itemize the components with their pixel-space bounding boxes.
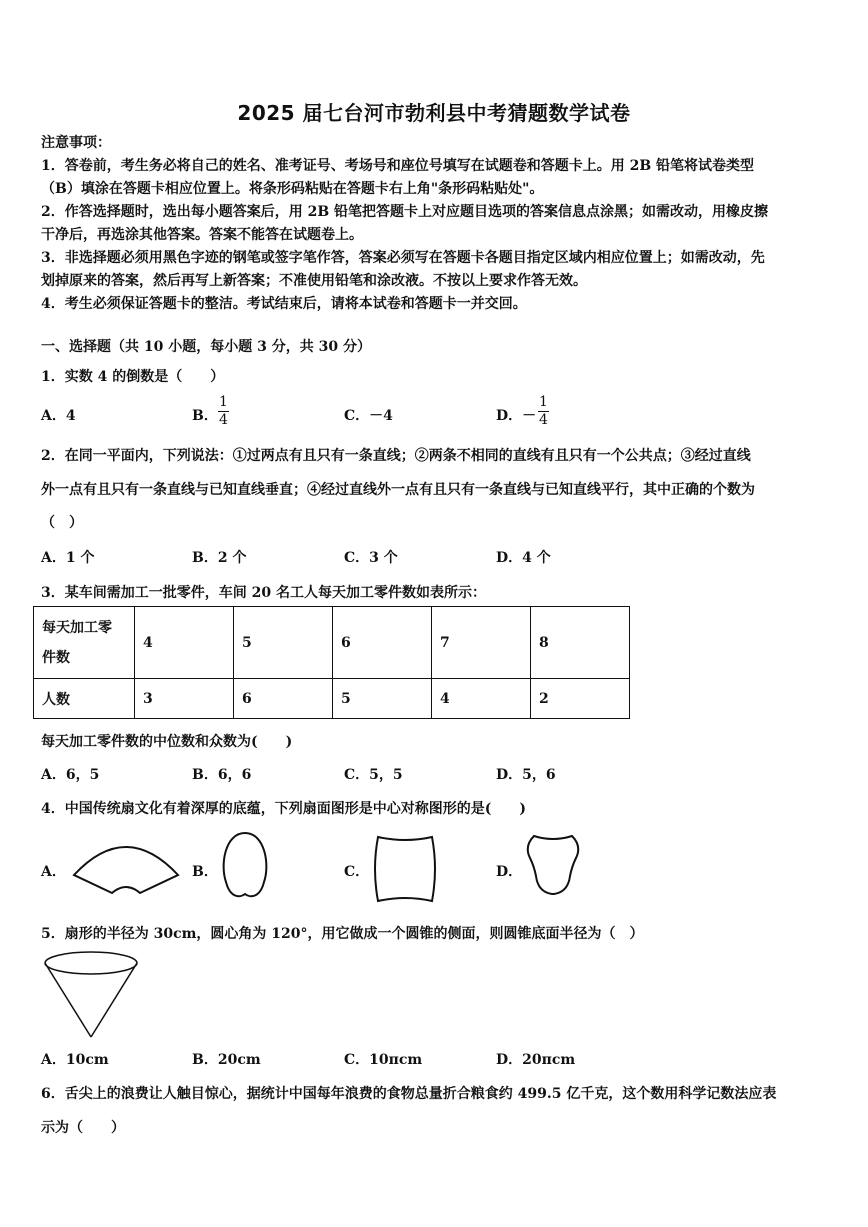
table-cell: 4	[432, 679, 531, 719]
page-title: 2025 届七台河市勃利县中考猜题数学试卷	[237, 101, 631, 125]
fan-petal-figure	[524, 832, 582, 898]
fan-sector-figure	[68, 833, 184, 895]
fraction-denominator: 4	[539, 412, 548, 428]
q2-option-a: A．1 个	[41, 550, 95, 566]
table-header-cell: 人数	[34, 679, 135, 719]
table-cell: 7	[432, 607, 531, 679]
q3-option-b: B．6，6	[192, 767, 252, 783]
table-header-cell	[34, 607, 135, 679]
q2-option-b: B．2 个	[192, 550, 247, 566]
q2-line: 2．在同一平面内，下列说法：①过两点有且只有一条直线；②两条不相同的直线有且只有一个公共点；③经过直线	[41, 448, 751, 464]
q5-stem: 5．扇形的半径为 30cm，圆心角为 120°，用它做成一个圆锥的侧面，则圆锥底面半径为（ ）	[41, 926, 644, 942]
notice-line: 4．考生必须保证答题卡的整洁。考试结束后，请将本试卷和答题卡一并交回。	[41, 296, 527, 312]
q1-option-d-label: D．－	[496, 408, 537, 424]
table-row	[34, 607, 630, 679]
q4-option-b: B．	[192, 864, 218, 880]
q3-question: 每天加工零件数的中位数和众数为( )	[41, 734, 293, 750]
q6-line: 6．舌尖上的浪费让人触目惊心，据统计中国每年浪费的食物总量折合粮食约 499.5 亿千克，这个数用科学记数法应表	[41, 1086, 777, 1102]
notice-heading: 注意事项：	[41, 135, 111, 151]
q2-option-c: C．3 个	[344, 550, 398, 566]
q1-option-a: A．4	[41, 408, 76, 424]
q4-option-d: D．	[496, 864, 523, 880]
q3-option-d: D．5，6	[496, 767, 556, 783]
table-cell: 4	[135, 607, 234, 679]
table-row	[34, 679, 630, 719]
q6-line: 示为（ ）	[41, 1120, 125, 1136]
notice-line: 2．作答选择题时，选出每小题答案后，用 2B 铅笔把答题卡上对应题目选项的答案信息点涂黑；如需改动，用橡皮擦	[41, 204, 769, 220]
table-cell: 6	[234, 679, 333, 719]
q1-option-c: C．－4	[344, 408, 393, 424]
q2-line: （ ）	[41, 515, 83, 531]
fraction-denominator: 4	[219, 412, 228, 428]
table-cell: 3	[135, 679, 234, 719]
q1-option-d-fraction	[538, 394, 549, 429]
q2-option-d: D．4 个	[496, 550, 551, 566]
q5-option-a: A．10cm	[41, 1052, 109, 1068]
q3-option-c: C．5，5	[344, 767, 403, 783]
q5-option-d: D．20πcm	[496, 1052, 576, 1068]
q1-option-b-label: B．	[192, 408, 218, 424]
notice-line: 干净后，再选涂其他答案。答案不能答在试题卷上。	[41, 227, 363, 243]
q3-stem: 3．某车间需加工一批零件，车间 20 名工人每天加工零件数如表所示：	[41, 585, 486, 601]
table-cell: 6	[333, 607, 432, 679]
table-cell: 5	[234, 607, 333, 679]
q5-option-c: C．10πcm	[344, 1052, 423, 1068]
table-header-line: 每天加工零	[42, 619, 112, 636]
data-table	[33, 606, 630, 719]
q1-stem: 1．实数 4 的倒数是（ ）	[41, 369, 225, 385]
q3-option-a: A．6，5	[41, 767, 100, 783]
q5-option-b: B．20cm	[192, 1052, 261, 1068]
notice-line: 划掉原来的答案，然后再写上新答案；不准使用铅笔和涂改液。不按以上要求作答无效。	[41, 273, 587, 289]
table-header-line: 件数	[42, 649, 70, 666]
q4-option-a: A．	[41, 864, 66, 880]
fraction-numerator: 1	[219, 394, 228, 410]
fan-round-figure	[220, 830, 270, 902]
table-cell: 8	[531, 607, 630, 679]
fraction-numerator: 1	[539, 394, 548, 410]
table-cell: 2	[531, 679, 630, 719]
table-cell: 5	[333, 679, 432, 719]
notice-line: 3．非选择题必须用黑色字迹的钢笔或签字笔作答，答案必须写在答题卡各题目指定区域内相应位置上；如需改动，先	[41, 250, 765, 266]
cone-figure	[42, 949, 140, 1041]
notice-line: 1．答卷前，考生务必将自己的姓名、准考证号、考场号和座位号填写在试题卷和答题卡上。用 2B 铅笔将试卷类型	[41, 158, 755, 174]
q2-line: 外一点有且只有一条直线与已知直线垂直；④经过直线外一点有且只有一条直线与已知直线平行，其中正确的个数为	[41, 482, 755, 498]
q1-option-b-fraction	[218, 394, 229, 429]
fan-square-figure	[372, 833, 438, 905]
section-heading: 一、选择题（共 10 小题，每小题 3 分，共 30 分）	[41, 339, 371, 355]
q4-option-c: C．	[344, 864, 370, 880]
q4-stem: 4．中国传统扇文化有着深厚的底蕴，下列扇面图形是中心对称图形的是( )	[41, 801, 526, 817]
notice-line: （B）填涂在答题卡相应位置上。将条形码粘贴在答题卡右上角"条形码粘贴处"。	[41, 181, 544, 197]
